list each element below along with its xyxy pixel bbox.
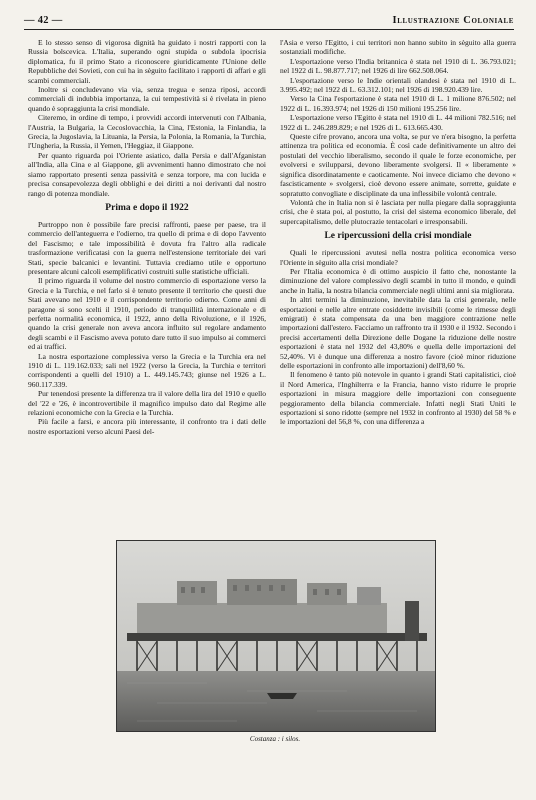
paragraph: L'esportazione verso le Indie orientali olandesi è stata nel 1910 di L. 3.995.492; nel 1922 di L. 63.312.101; nel 1926 di 198.920.439 lire. <box>280 75 516 95</box>
paragraph: L'esportazione verso l'Egitto è stata nel 1910 di L. 44 milioni 782.516; nel 1922 di L. 246.289.829; e nel 1926 di L. 613.665.430. <box>280 113 516 132</box>
paragraph: Verso la Cina l'esportazione è stata nel 1910 di L. 1 milione 876.502; nel 1922 di L. 16.393.974; nel 1926 di 150 milioni 195.256 lire. <box>280 94 516 113</box>
paragraph: La nostra esportazione complessiva verso la Grecia e la Turchia era nel 1910 di L. 119.162.033; sali nel 1922 (verso la Grecia, la Turchia e territori corrispondenti a quelli del 1910) a L. 449.145.743; giunse nel 1926 a L. 960.117.339. <box>28 351 266 389</box>
section-heading: Prima e dopo il 1922 <box>105 202 189 213</box>
paragraph: Purtroppo non è possibile fare precisi raffronti, paese per paese, tra il commercio dell'anteguerra e l'odierno, tra quello di prima e di dopo l'avvento del Fascismo; e tale impossibilità è dovuta fra l'altro alla radicale trasformazione verificatasi con la guerra nell'estensione territoriale dei vari Stati, specie balcanici e levantini. Tuttavia crediamo utile e opportuno presentare alcuni calcoli esemplificativi costruiti sulle statistiche ufficiali. <box>28 219 266 276</box>
magazine-title: Illustrazione Coloniale <box>392 15 514 26</box>
paragraph: Queste cifre provano, ancora una volta, se pur ve n'era bisogno, la perfetta attinenza tra politica ed economia. È così cade definitivamente un altro dei postulati del vecchio liberalismo, secondo il quale le forze economiche, per evolversi e svilupparsi, devono liberamente svolgersi. Il « liberamente » significa disordinatamente e caoticamente. Noi invece diciamo che devono « fascisticamente » svolgersi, cioè devono essere animate, sorrette, guidate e sopratutto convogliate e disciplinate da una inflessibile volontà centrale. <box>280 132 516 198</box>
paragraph: L'esportazione verso l'India britannica è stata nel 1910 di L. 36.793.021; nel 1922 di L. 98.877.717; nel 1926 di lire 662.508.064. <box>280 56 516 76</box>
right-column <box>280 38 516 427</box>
paragraph: Per quanto riguarda poi l'Oriente asiatico, dalla Persia e dall'Afganistan all'India, alla Cina e al Giappone, gli avvenimenti hanno dimostrato che noi siamo rapportato presenti senza passività e senza torpore, ma con lucida e precisa consapevolezza degli obblighi e dei diritti a noi derivanti dal nostro rango di potenza mondiale. <box>28 150 266 198</box>
paragraph: Citeremo, in ordine di tempo, i provvidi accordi intervenuti con l'Albania, l'Austria, la Bulgaria, la Cecoslovacchia, la Cina, l'Estonia, la Finlandia, la Grecia, la Jugoslavia, la Lituania, la Persia, la Polonia, la Romania, la Turchia, l'Ungheria, la Russia, il Yemen, l'Heggiaz, il Giappone. <box>28 113 266 151</box>
page-number: — 42 — <box>24 15 63 26</box>
paragraph: Volontà che in Italia non si è lasciata per nulla piegare dalla sopraggiunta crisi, che è stata poi, al postutto, la crisi del sistema economico liberale, del supercapitalismo, delle plutocrazie tentacolari e irresponsabili. <box>280 197 516 226</box>
left-column <box>28 38 266 436</box>
header-rule <box>24 29 514 30</box>
paragraph: Per l'Italia economica è di ottimo auspicio il fatto che, nonostante la diminuzione del valore complessivo degli scambi in tutto il mondo, e quindi anche in Italia, la nostra bilancia commerciale negli ultimi anni sia migliorata. <box>280 266 516 295</box>
paragraph: E lo stesso senso di vigorosa dignità ha guidato i nostri rapporti con la Russia bolscevica. L'Italia, superando ogni stupida o subdola ipocrisia diplomatica, fu il primo Stato a riconoscere giuridicamente l'Unione delle Repubbliche dei Sovieti, con cui ha in sèguito facilitato i rapporti di affari e gli scambi commerciali. <box>28 38 266 85</box>
paragraph: Pur tenendosi presente la differenza tra il valore della lira del 1910 e quello del '22 e '26, è incontrovertibile il magnifico impulso dato dal Regime alle relazioni economiche con la Grecia e la Turchia. <box>28 389 266 418</box>
paragraph: In altri termini la diminuzione, inevitabile data la crisi generale, nelle esportazioni e nelle altre entrate cosiddette invisibili (come le rimesse degli emigrati) è stata compensata da una ben maggiore contrazione nelle importazioni dall'estero. Facciamo un raffronto tra il 1930 e il 1932. Secondo i precisi accertamenti della Direzione delle Dogane la riduzione delle nostre esportazioni è stata nel 1932 del 43,80% e quella delle importazioni del 52,40%. Vi è dunque una differenza a nostro favore (cioè minor riduzione delle esportazioni in confronto alle importazioni) dell'8,60 %. <box>280 295 516 370</box>
silos-photograph <box>116 540 436 732</box>
paragraph: Il primo riguarda il volume del nostro commercio di esportazione verso la Grecia e la Turchia, e nel farlo si è tenuto presente il territorio che questi due Stati avevano nel 1910 e il corrispondente territorio odierno. Come anni di paragone si sono scelti il 1910, periodo di tranquillità internazionale e di perfetta normalità economica, il 1922, anno della Rivoluzione, e il 1926, quando la crisi generale non aveva ancora influito sul regolare andamento degli scambi e il Fascismo aveva potuto dare tutto il suo impulso ai commerci ed ai traffici. <box>28 276 266 352</box>
paragraph: l'Asia e verso l'Egitto, i cui territori non hanno subito in sèguito alla guerra sostanziali modifiche. <box>280 38 516 57</box>
paragraph: Quali le ripercussioni avutesi nella nostra politica economica verso l'Oriente in sèguito alla crisi mondiale? <box>280 248 516 267</box>
photo-image <box>117 541 435 731</box>
paragraph: Inoltre si concludevano via via, senza tregua e senza riposi, accordi commerciali di indubbia importanza, la cui tempestività si è rivelata in pieno quando è sopraggiunta la crisi mondiale. <box>28 85 266 113</box>
photo-caption: Costanza : i silos. <box>249 735 301 743</box>
section-heading: Le ripercussioni della crisi mondiale <box>324 231 472 242</box>
paragraph: Più facile a farsi, e ancora più interessante, il confronto tra i dati delle nostre esportazioni verso alcuni Paesi del- <box>28 417 266 436</box>
page-header <box>24 15 514 29</box>
paragraph: Il fenomeno è tanto più notevole in quanto i grandi Stati capitalistici, cioè il Nord America, l'Inghilterra e la Francia, hanno visto ridurre le proprie esportazioni in misura maggiore delle importazioni con conseguente peggioramento della bilancia commerciale. Infatti negli Stati Uniti le esportazioni si sono ridotte (sempre nel 1932 in confronto al 1930) del 58 % e le importazioni del 56,8 %, con una differenza a <box>280 370 516 427</box>
